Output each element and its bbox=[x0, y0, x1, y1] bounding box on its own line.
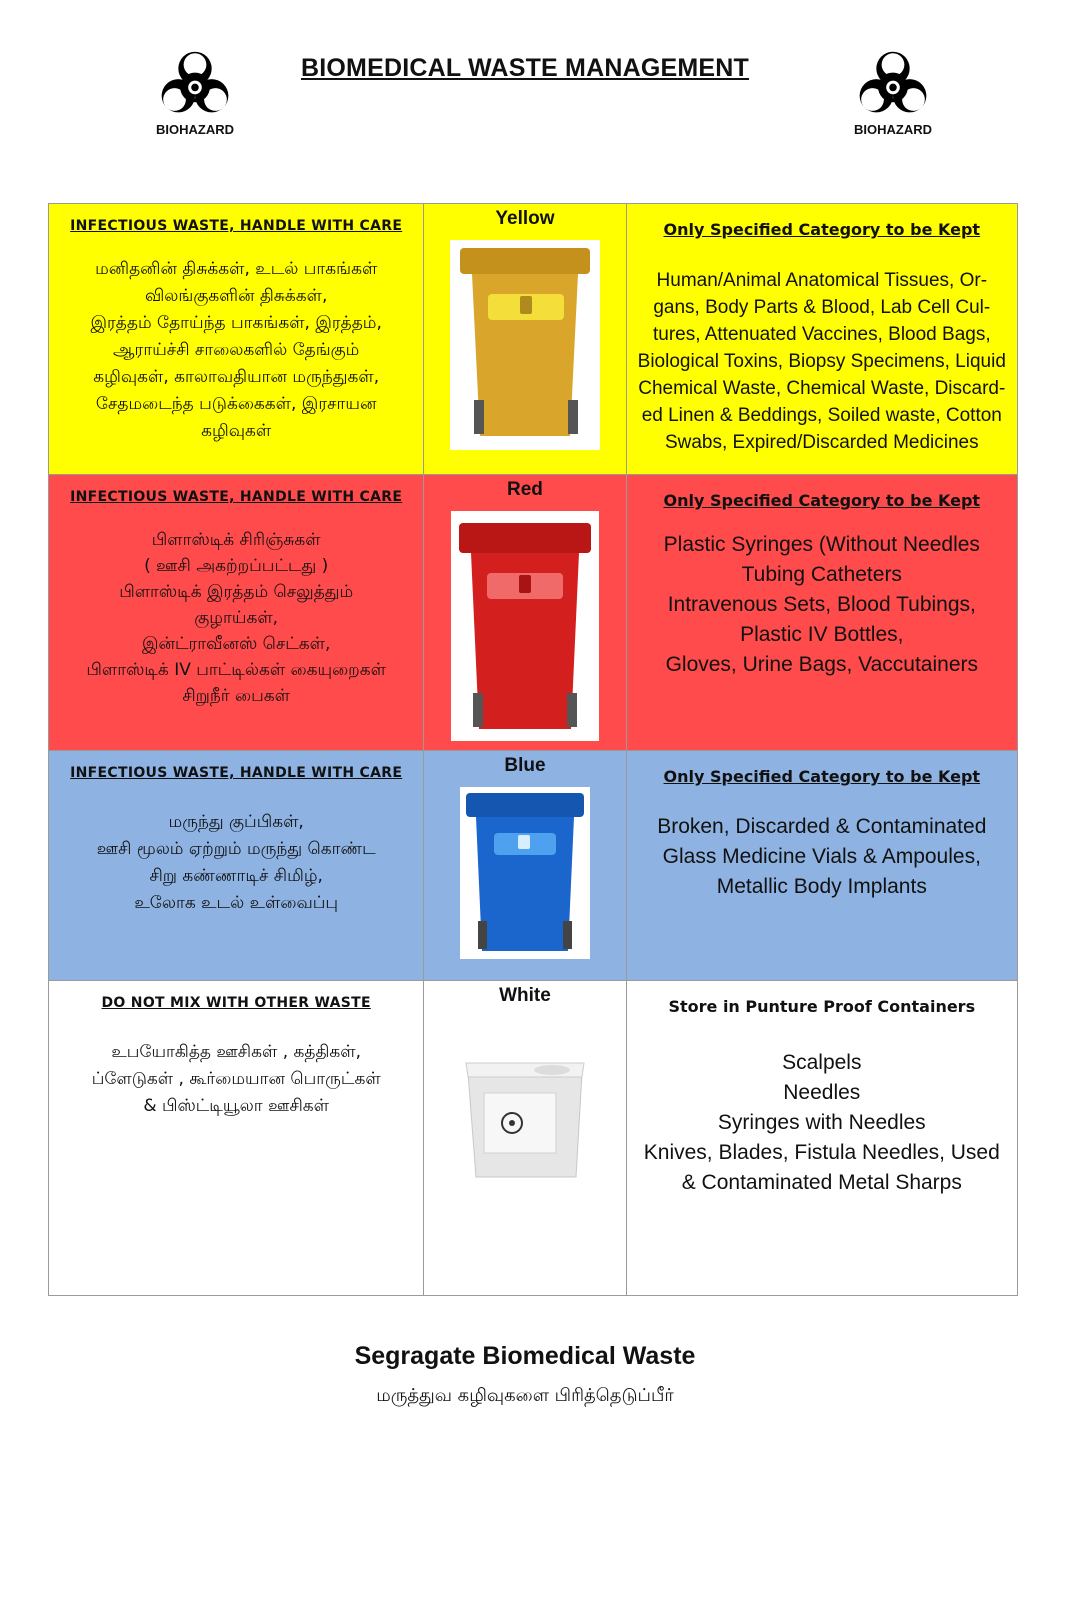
bin-cell bbox=[424, 751, 626, 981]
category-cell bbox=[626, 475, 1017, 751]
biohazard-label: BIOHAZARD bbox=[156, 122, 234, 137]
bin-image bbox=[451, 511, 599, 741]
bin-color-name: Blue bbox=[504, 755, 546, 776]
red-bin-icon bbox=[451, 511, 599, 741]
category-description: Scalpels Needles Syringes with Needles Knives, Blades, Fistula Needles, Used & Contaminated Metal Sharps bbox=[643, 1051, 1000, 1194]
category-description: Plastic Syringes (Without Needles Tubing Catheters Intravenous Sets, Blood Tubings, Plastic IV Bottles, Gloves, Urine Bags, Vaccutainers bbox=[663, 533, 980, 676]
category-heading: Only Specified Category to be Kept bbox=[663, 220, 981, 239]
tamil-cell bbox=[49, 981, 424, 1296]
category-description: Human/Animal Anatomical Tissues, Or- gans, Body Parts & Blood, Lab Cell Cul- tures, Attenuated Vaccines, Blood Bags, Biological Toxins, Biopsy Specimens, Liquid Chemical Waste, Chemical Waste, Discard- ed Linen & Beddings, Soiled waste, Cotton Swabs, Expired/Discarded Medicines bbox=[637, 270, 1006, 453]
warning-heading: INFECTIOUS WASTE, HANDLE WITH CARE bbox=[70, 765, 403, 781]
page-title: BIOMEDICAL WASTE MANAGEMENT bbox=[301, 54, 749, 82]
tamil-description: பிளாஸ்டிக் சிரிஞ்சுகள் ( ஊசி அகற்றப்பட்டது ) பிளாஸ்டிக் இரத்தம் செலுத்தும் குழாய்கள், இன்ட்ராவீனஸ் செட்கள், பிளாஸ்டிக் IV பாட்டில்கள் கையுறைகள் சிறுநீர் பைகள் bbox=[86, 530, 386, 706]
bin-color-name: White bbox=[499, 985, 551, 1006]
category-cell bbox=[626, 204, 1017, 475]
category-cell bbox=[626, 981, 1017, 1296]
bin-cell bbox=[424, 475, 626, 751]
table-row-red bbox=[49, 475, 1018, 751]
warning-heading: INFECTIOUS WASTE, HANDLE WITH CARE bbox=[70, 489, 403, 505]
tamil-description: மருந்து குப்பிகள், ஊசி மூலம் ஏற்றும் மருந்து கொண்ட சிறு கண்ணாடிச் சிமிழ், உலோக உடல் உள்வைப்பு bbox=[96, 812, 376, 913]
table-row-blue bbox=[49, 751, 1018, 981]
category-description: Broken, Discarded & Contaminated Glass Medicine Vials & Ampoules, Metallic Body Implants bbox=[657, 815, 987, 898]
tamil-description: உபயோகித்த ஊசிகள் , கத்திகள், ப்ளேடுகள் , கூர்மையான பொருட்கள் & பிஸ்ட்டியூலா ஊசிகள் bbox=[91, 1042, 381, 1116]
bin-color-name: Yellow bbox=[495, 208, 555, 229]
tamil-cell bbox=[49, 204, 424, 475]
category-heading: Store in Punture Proof Containers bbox=[668, 997, 976, 1016]
footer-tamil-text: மருத்துவ கழிவுகளை பிரித்தெடுப்பீர் bbox=[376, 1385, 674, 1406]
tamil-cell bbox=[49, 751, 424, 981]
blue-bin-icon bbox=[460, 787, 590, 959]
biohazard-logo-left bbox=[150, 48, 240, 158]
category-heading: Only Specified Category to be Kept bbox=[663, 491, 981, 510]
biohazard-icon bbox=[157, 48, 233, 120]
warning-heading: INFECTIOUS WASTE, HANDLE WITH CARE bbox=[70, 218, 403, 234]
bin-image bbox=[460, 787, 590, 959]
biohazard-icon bbox=[855, 48, 931, 120]
table-row-yellow bbox=[49, 204, 1018, 475]
warning-heading: DO NOT MIX WITH OTHER WASTE bbox=[101, 995, 371, 1011]
bin-image bbox=[450, 240, 600, 450]
yellow-bin-icon bbox=[450, 240, 600, 450]
footer-title: Segragate Biomedical Waste bbox=[354, 1342, 696, 1370]
bin-cell bbox=[424, 204, 626, 475]
bin-cell bbox=[424, 981, 626, 1296]
tamil-description: மனிதனின் திசுக்கள், உடல் பாகங்கள் விலங்குகளின் திசுக்கள், இரத்தம் தோய்ந்த பாகங்கள், இரத்தம், ஆராய்ச்சி சாலைகளில் தேங்கும் கழிவுகள், காலாவதியான மருந்துகள், சேதமடைந்த படுக்கைகள், இரசாயன கழிவுகள் bbox=[90, 259, 382, 441]
biohazard-logo-right bbox=[848, 48, 938, 158]
biohazard-label: BIOHAZARD bbox=[854, 122, 932, 137]
category-heading: Only Specified Category to be Kept bbox=[663, 767, 981, 786]
sharps-container-icon bbox=[462, 1053, 588, 1183]
tamil-cell bbox=[49, 475, 424, 751]
category-cell bbox=[626, 751, 1017, 981]
table-row-white bbox=[49, 981, 1018, 1296]
waste-category-table bbox=[48, 203, 1018, 1296]
bin-image bbox=[462, 1053, 588, 1183]
bin-color-name: Red bbox=[507, 479, 543, 500]
